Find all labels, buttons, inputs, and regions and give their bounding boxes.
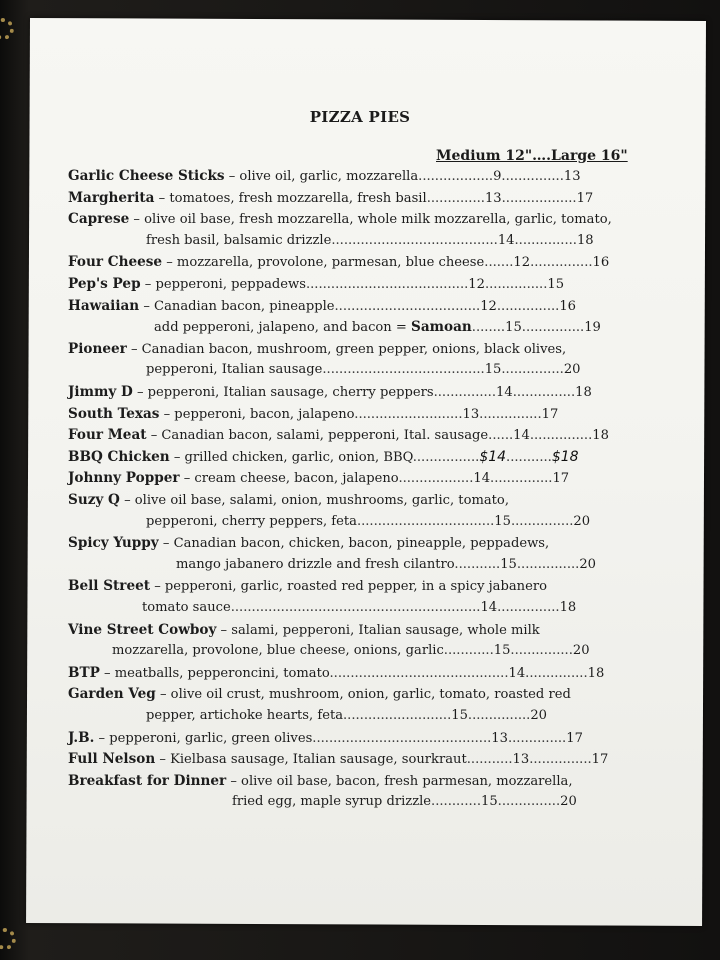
- menu-item-description: – olive oil base, salami, onion, mushrooms, garlic, tomato,: [119, 493, 509, 508]
- large-price: 20: [572, 643, 590, 659]
- menu-item-line: [68, 211, 612, 227]
- menu-item-name: BTP: [68, 664, 100, 681]
- menu-item-name: Full Nelson: [68, 751, 156, 768]
- medium-price: 13: [491, 730, 508, 746]
- menu-item-description: – cream cheese, bacon, jalapeno: [179, 471, 399, 487]
- menu-item-description: – pepperoni, garlic, green olives: [94, 730, 313, 746]
- leader-dots: ..........................: [343, 708, 452, 723]
- leader-dots: ...............: [496, 298, 560, 314]
- menu-item-name: Jimmy D: [68, 384, 133, 400]
- menu-item-line: [68, 730, 583, 746]
- menu-item-name: Caprese: [68, 211, 130, 228]
- menu-item-name: South Texas: [68, 405, 160, 422]
- menu-item-name: Pioneer: [68, 340, 127, 357]
- leader-dots: ...........: [506, 449, 552, 465]
- menu-item-description: – meatballs, pepperoncini, tomato: [99, 665, 330, 681]
- menu-item-description: pepperoni, Italian sausage: [146, 362, 323, 378]
- medium-price: 13: [462, 406, 480, 422]
- medium-price: 14: [473, 471, 491, 487]
- medium-price: 13: [484, 190, 502, 206]
- menu-item-line: [68, 535, 549, 551]
- leader-dots: ...............: [484, 277, 548, 292]
- leader-dots: ...........: [466, 752, 513, 768]
- medium-price: 13: [512, 752, 530, 768]
- medium-price: 14: [513, 428, 530, 444]
- menu-item-line: [68, 298, 576, 314]
- menu-item-line: [68, 470, 569, 486]
- large-price: 19: [584, 320, 601, 336]
- menu-item-description: – pepperoni, peppadews: [140, 277, 306, 292]
- menu-item-name: Garlic Cheese Sticks: [68, 168, 225, 184]
- menu-item-description: – Canadian bacon, chicken, bacon, pineapple, peppadews,: [158, 536, 550, 552]
- menu-item-name: Margherita: [68, 189, 155, 206]
- menu-item-description: – Canadian bacon, mushroom, green pepper, onions, black olives,: [126, 341, 567, 357]
- menu-item-name: Hawaiian: [68, 297, 140, 314]
- addon-description: add pepperoni, jalapeno, and bacon =: [154, 320, 412, 336]
- leader-dots: ..................: [398, 471, 474, 487]
- large-price: 20: [573, 513, 591, 529]
- menu-item-line: [68, 427, 609, 443]
- menu-item-description: – pepperoni, bacon, jalapeno: [159, 406, 355, 422]
- leader-dots: ...............: [512, 385, 576, 400]
- menu-item-name: Four Cheese: [68, 254, 163, 271]
- leader-dots: ................: [412, 449, 480, 465]
- leader-dots: ...........: [454, 556, 501, 572]
- medium-price: 14: [497, 232, 515, 248]
- large-price: 18: [587, 665, 605, 681]
- menu-item-line: [68, 665, 604, 681]
- medium-price: 14: [496, 385, 513, 400]
- large-price: 20: [579, 556, 596, 572]
- menu-item-description: – olive oil base, fresh mozzarella, whole milk mozzarella, garlic, tomato,: [129, 212, 612, 228]
- leader-dots: ...............: [525, 665, 588, 681]
- large-price: 17: [591, 752, 609, 768]
- leader-dots: ........................................: [331, 232, 498, 248]
- large-price: 16: [559, 298, 576, 314]
- leader-dots: ...............: [433, 385, 497, 400]
- menu-item-line: [68, 190, 593, 206]
- leader-dots: ..............: [507, 730, 567, 746]
- samoan-addon-line: [154, 319, 601, 335]
- page-title: PIZZA PIES: [309, 108, 411, 126]
- menu-item-line: [68, 686, 571, 702]
- leader-dots: .......................................: [322, 362, 485, 378]
- menu-item-description: fresh basil, balsamic drizzle: [146, 232, 332, 248]
- menu-item-description: – salami, pepperoni, Italian sausage, whole milk: [216, 622, 540, 638]
- medium-price: 15: [500, 556, 517, 572]
- menu-item-line: [68, 168, 581, 184]
- medium-price: 15: [481, 794, 498, 810]
- menu-item-description: – olive oil crust, mushroom, onion, garlic, tomato, roasted red: [155, 687, 571, 703]
- menu-item-line: [68, 276, 564, 292]
- addon-name: Samoan: [411, 319, 472, 336]
- menu-item-continuation: [176, 557, 596, 572]
- menu-item-continuation: [146, 514, 590, 529]
- medium-price: 12: [468, 277, 485, 292]
- menu-item-line: [68, 384, 592, 400]
- medium-price: 15: [505, 320, 522, 336]
- large-price: 15: [547, 277, 565, 292]
- leader-dots: ..................: [501, 190, 577, 206]
- leader-dots: ...............: [529, 752, 592, 768]
- menu-item-continuation: [146, 362, 580, 377]
- menu-item-line: [68, 449, 579, 465]
- medium-price: 15: [451, 708, 468, 723]
- medium-price: 12: [513, 255, 531, 271]
- menu-item-line: [68, 578, 547, 594]
- large-price: 20: [530, 708, 548, 723]
- menu-item-line: [68, 622, 540, 638]
- leader-dots: ...................................: [334, 298, 481, 314]
- leader-dots: ...............: [510, 513, 574, 529]
- leader-dots: ...............: [514, 232, 577, 248]
- leader-dots: .......................................: [305, 277, 469, 292]
- menu-item-name: Four Meat: [68, 427, 147, 444]
- leader-dots: ...............: [529, 428, 593, 444]
- menu-item-description: – Canadian bacon, pineapple: [139, 298, 335, 314]
- menu-item-description: – pepperoni, garlic, roasted red pepper, in a spicy jabanero: [150, 579, 548, 595]
- leader-dots: ...............: [497, 794, 561, 810]
- menu-item-name: Vine Street Cowboy: [68, 621, 217, 638]
- large-price: 18: [575, 385, 592, 400]
- medium-price: 12: [480, 298, 497, 314]
- menu-item-description: – olive oil base, bacon, fresh parmesan, mozzarella,: [226, 773, 573, 789]
- menu-item-description: mozzarella, provolone, blue cheese, onions, garlic: [112, 643, 444, 659]
- large-price: 20: [563, 362, 581, 378]
- leader-dots: ..........................: [354, 406, 463, 422]
- large-price: 17: [552, 471, 570, 487]
- menu-item-name: Breakfast for Dinner: [68, 772, 227, 789]
- leader-dots: ......: [488, 428, 514, 444]
- menu-item-name: J.B.: [68, 729, 95, 746]
- large-price: 17: [576, 190, 594, 206]
- large-price: 16: [592, 255, 610, 271]
- menu-item-description: tomato sauce: [142, 600, 231, 615]
- menu-item-description: – mozzarella, provolone, parmesan, blue cheese: [162, 255, 485, 271]
- medium-price: 15: [493, 643, 511, 659]
- large-price: 18: [592, 428, 609, 444]
- leader-dots: ...............: [497, 600, 560, 615]
- leader-dots: ...........................................: [329, 665, 509, 681]
- menu-item-continuation: [146, 708, 547, 723]
- large-price: 13: [563, 169, 581, 184]
- leader-dots: ...............: [467, 708, 531, 723]
- leader-dots: ...............: [530, 255, 593, 271]
- medium-price: 14: [508, 665, 526, 681]
- large-price: 17: [541, 406, 559, 422]
- menu-item-description: pepper, artichoke hearts, feta: [146, 708, 344, 723]
- leader-dots: ...............: [521, 320, 585, 336]
- leader-dots: ...............: [501, 362, 564, 378]
- large-price: 17: [566, 730, 583, 746]
- menu-item-name: Suzy Q: [68, 492, 120, 508]
- leader-dots: ..................: [418, 169, 494, 184]
- large-price: 18: [576, 232, 594, 248]
- menu-item-continuation: [232, 794, 577, 809]
- menu-item-name: BBQ Chicken: [68, 448, 170, 465]
- menu-item-name: Spicy Yuppy: [68, 535, 159, 552]
- menu-item-description: – tomatoes, fresh mozzarella, fresh basil: [154, 190, 427, 206]
- medium-price: 15: [484, 362, 502, 378]
- menu-item-line: [68, 773, 573, 789]
- menu-item-description: – Kielbasa sausage, Italian sausage, sourkraut: [155, 752, 467, 768]
- leader-dots: ...........................................: [312, 730, 492, 746]
- menu-item-description: – olive oil, garlic, mozzarella: [224, 169, 419, 184]
- medium-price: 15: [494, 513, 511, 529]
- leader-dots: ...............: [510, 643, 573, 659]
- menu-item-description: – grilled chicken, garlic, onion, BBQ: [169, 449, 413, 465]
- leader-dots: .................................: [356, 513, 495, 529]
- leader-dots: ........: [471, 320, 506, 336]
- menu-item-description: mango jabanero drizzle and fresh cilantro: [176, 556, 455, 572]
- medium-price: $14: [479, 448, 507, 465]
- medium-price: 14: [480, 600, 498, 615]
- leader-dots: ...............: [516, 556, 580, 572]
- leader-dots: ...............: [479, 406, 542, 422]
- menu-item-name: Johnny Popper: [68, 470, 180, 487]
- large-price: 20: [560, 794, 577, 810]
- medium-price: 9: [493, 169, 502, 184]
- leader-dots: ...............: [501, 169, 564, 184]
- menu-item-name: Bell Street: [68, 578, 151, 595]
- leader-dots: ............: [443, 643, 494, 659]
- menu-item-continuation: [112, 643, 590, 658]
- menu-item-description: – Canadian bacon, salami, pepperoni, Ital. sausage: [146, 428, 489, 444]
- menu-item-line: [68, 492, 509, 508]
- menu-item-description: pepperoni, cherry peppers, feta: [146, 513, 357, 529]
- large-price: 18: [559, 600, 577, 615]
- leader-dots: ............................................................: [230, 600, 481, 615]
- menu-item-line: [68, 406, 558, 422]
- menu-item-line: [68, 751, 608, 767]
- menu-item-name: Garden Veg: [68, 686, 156, 703]
- menu-item-name: Pep's Pep: [68, 276, 141, 292]
- large-price: $18: [551, 448, 579, 465]
- menu-item-line: [68, 254, 609, 270]
- menu-item-description: – pepperoni, Italian sausage, cherry peppers: [132, 385, 434, 400]
- size-header: Medium 12"….Large 16": [436, 148, 628, 164]
- leader-dots: .......: [484, 255, 514, 271]
- leader-dots: ..............: [426, 190, 485, 206]
- leader-dots: ............: [431, 794, 481, 810]
- menu-item-continuation: [142, 600, 576, 615]
- leader-dots: ...............: [490, 471, 553, 487]
- menu-item-continuation: [146, 233, 594, 248]
- menu-item-line: [68, 341, 566, 357]
- menu-item-description: fried egg, maple syrup drizzle: [232, 794, 432, 810]
